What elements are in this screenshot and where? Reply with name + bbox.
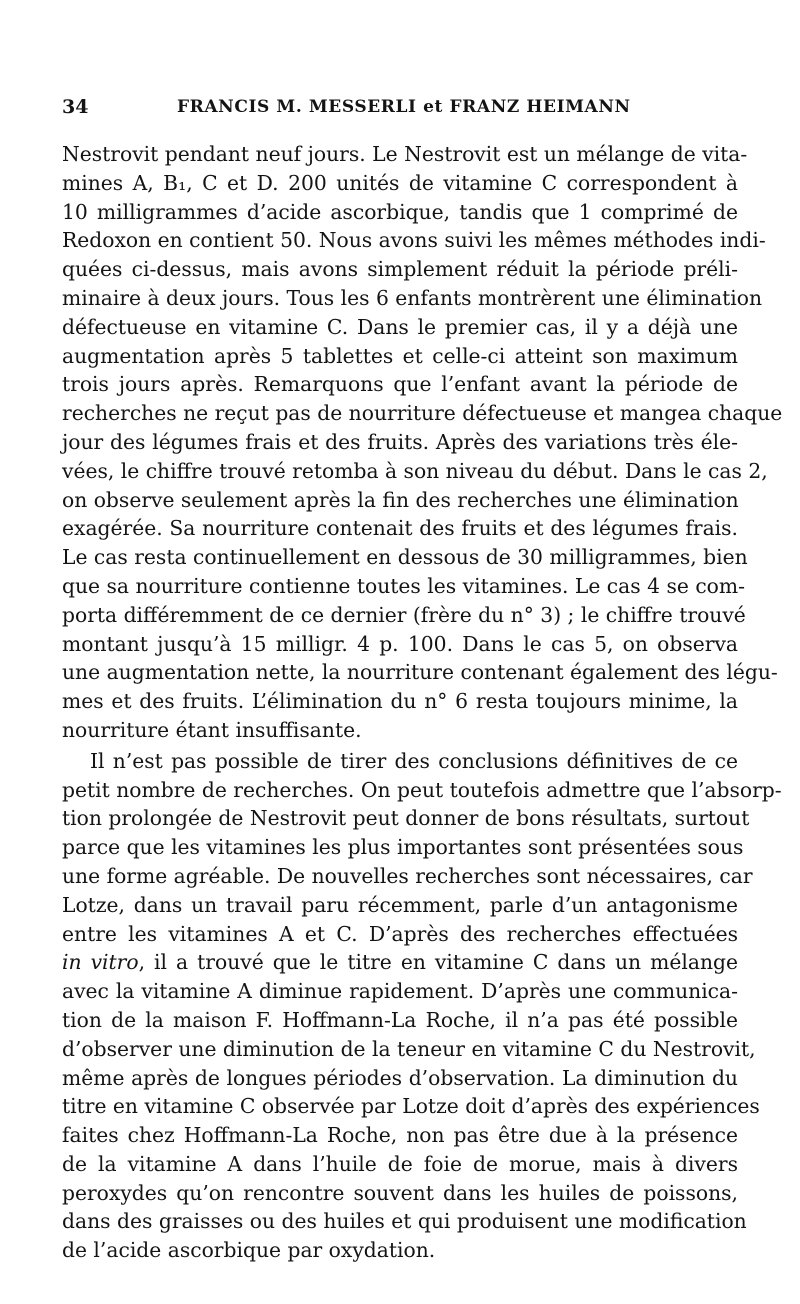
page-header bbox=[62, 96, 742, 122]
text-line: montant jusqu’à 15 milligr. 4 p. 100. Dans le cas 5, on observa bbox=[62, 631, 738, 656]
text-line: titre en vitamine C observée par Lotze doit d’après des expériences bbox=[62, 1094, 760, 1119]
text-line: minaire à deux jours. Tous les 6 enfants montrèrent une élimination bbox=[62, 285, 763, 310]
text-line: faites chez Hoffmann-La Roche, non pas être due à la présence bbox=[62, 1123, 738, 1148]
text-line: parce que les vitamines les plus importantes sont présentées sous bbox=[62, 835, 744, 860]
italic-phrase: in vitro bbox=[62, 950, 139, 975]
text-line: exagérée. Sa nourriture contenait des fruits et des légumes frais. bbox=[62, 516, 738, 541]
text-line: trois jours après. Remarquons que l’enfant avant la période de bbox=[62, 372, 738, 397]
text-line: une augmentation nette, la nourriture contenant également des légu- bbox=[62, 660, 778, 685]
text-line: tion prolongée de Nestrovit peut donner de bons résultats, surtout bbox=[62, 806, 750, 831]
page-number: 34 bbox=[62, 96, 89, 118]
text-line: défectueuse en vitamine C. Dans le premier cas, il y a déjà une bbox=[62, 314, 738, 339]
text-line: Lotze, dans un travail paru récemment, parle d’un antagonisme bbox=[62, 892, 738, 917]
text-line: d’observer une diminution de la teneur en vitamine C du Nestrovit, bbox=[62, 1036, 756, 1061]
text-line: dans des graisses ou des huiles et qui produisent une modification bbox=[62, 1209, 747, 1234]
text-line: Nestrovit pendant neuf jours. Le Nestrovit est un mélange de vita- bbox=[62, 142, 748, 166]
text-line: peroxydes qu’on rencontre souvent dans les huiles de poissons, bbox=[62, 1180, 738, 1205]
text-line: Redoxon en contient 50. Nous avons suivi les mêmes méthodes indi- bbox=[62, 228, 766, 253]
text-line: vées, le chiffre trouvé retomba à son niveau du début. Dans le cas 2, bbox=[62, 458, 768, 483]
text-line: in vitro, il a trouvé que le titre en vitamine C dans un mélange bbox=[62, 950, 738, 975]
text-line: tion de la maison F. Hoffmann-La Roche, il n’a pas été possible bbox=[62, 1007, 738, 1032]
text-line: augmentation après 5 tablettes et celle-ci atteint son maximum bbox=[62, 343, 738, 368]
text-line: une forme agréable. De nouvelles recherches sont nécessaires, car bbox=[62, 863, 753, 888]
text-line: que sa nourriture contienne toutes les vitamines. Le cas 4 se com- bbox=[62, 573, 745, 598]
text-line: mines A, B₁, C et D. 200 unités de vitamine C correspondent à bbox=[62, 170, 738, 195]
text-line: porta différemment de ce dernier (frère du n° 3) ; le chiffre trouvé bbox=[62, 602, 746, 627]
text-line: on observe seulement après la fin des recherches une élimination bbox=[62, 487, 739, 512]
text-line: jour des légumes frais et des fruits. Après des variations très éle- bbox=[62, 429, 738, 454]
text-line: Le cas resta continuellement en dessous de 30 milligrammes, bien bbox=[62, 545, 748, 570]
text-line: de la vitamine A dans l’huile de foie de morue, mais à divers bbox=[62, 1151, 738, 1176]
text-line: quées ci-dessus, mais avons simplement réduit la période préli- bbox=[62, 257, 738, 282]
text-line: même après de longues périodes d’observation. La diminution du bbox=[62, 1065, 738, 1090]
text-line: de l’acide ascorbique par oxydation. bbox=[62, 1238, 436, 1263]
running-head: FRANCIS M. MESSERLI et FRANZ HEIMANN bbox=[177, 97, 631, 117]
paragraph-2 bbox=[62, 747, 782, 1265]
text-line: nourriture étant insuffisante. bbox=[62, 717, 362, 742]
text-line: avec la vitamine A diminue rapidement. D’après une communica- bbox=[62, 979, 738, 1004]
text-line: mes et des fruits. L’élimination du n° 6 resta toujours minime, la bbox=[62, 689, 738, 714]
text-line: 10 milligrammes d’acide ascorbique, tandis que 1 comprimé de bbox=[62, 199, 738, 224]
text-line: petit nombre de recherches. On peut toutefois admettre que l’absorp- bbox=[62, 777, 782, 802]
text-line: Il n’est pas possible de tirer des conclusions définitives de ce bbox=[90, 748, 738, 773]
paragraph-1 bbox=[62, 140, 783, 745]
text-line: entre les vitamines A et C. D’après des recherches effectuées bbox=[62, 921, 738, 946]
body-text bbox=[62, 140, 783, 1265]
text-line: recherches ne reçut pas de nourriture défectueuse et mangea chaque bbox=[62, 401, 783, 426]
